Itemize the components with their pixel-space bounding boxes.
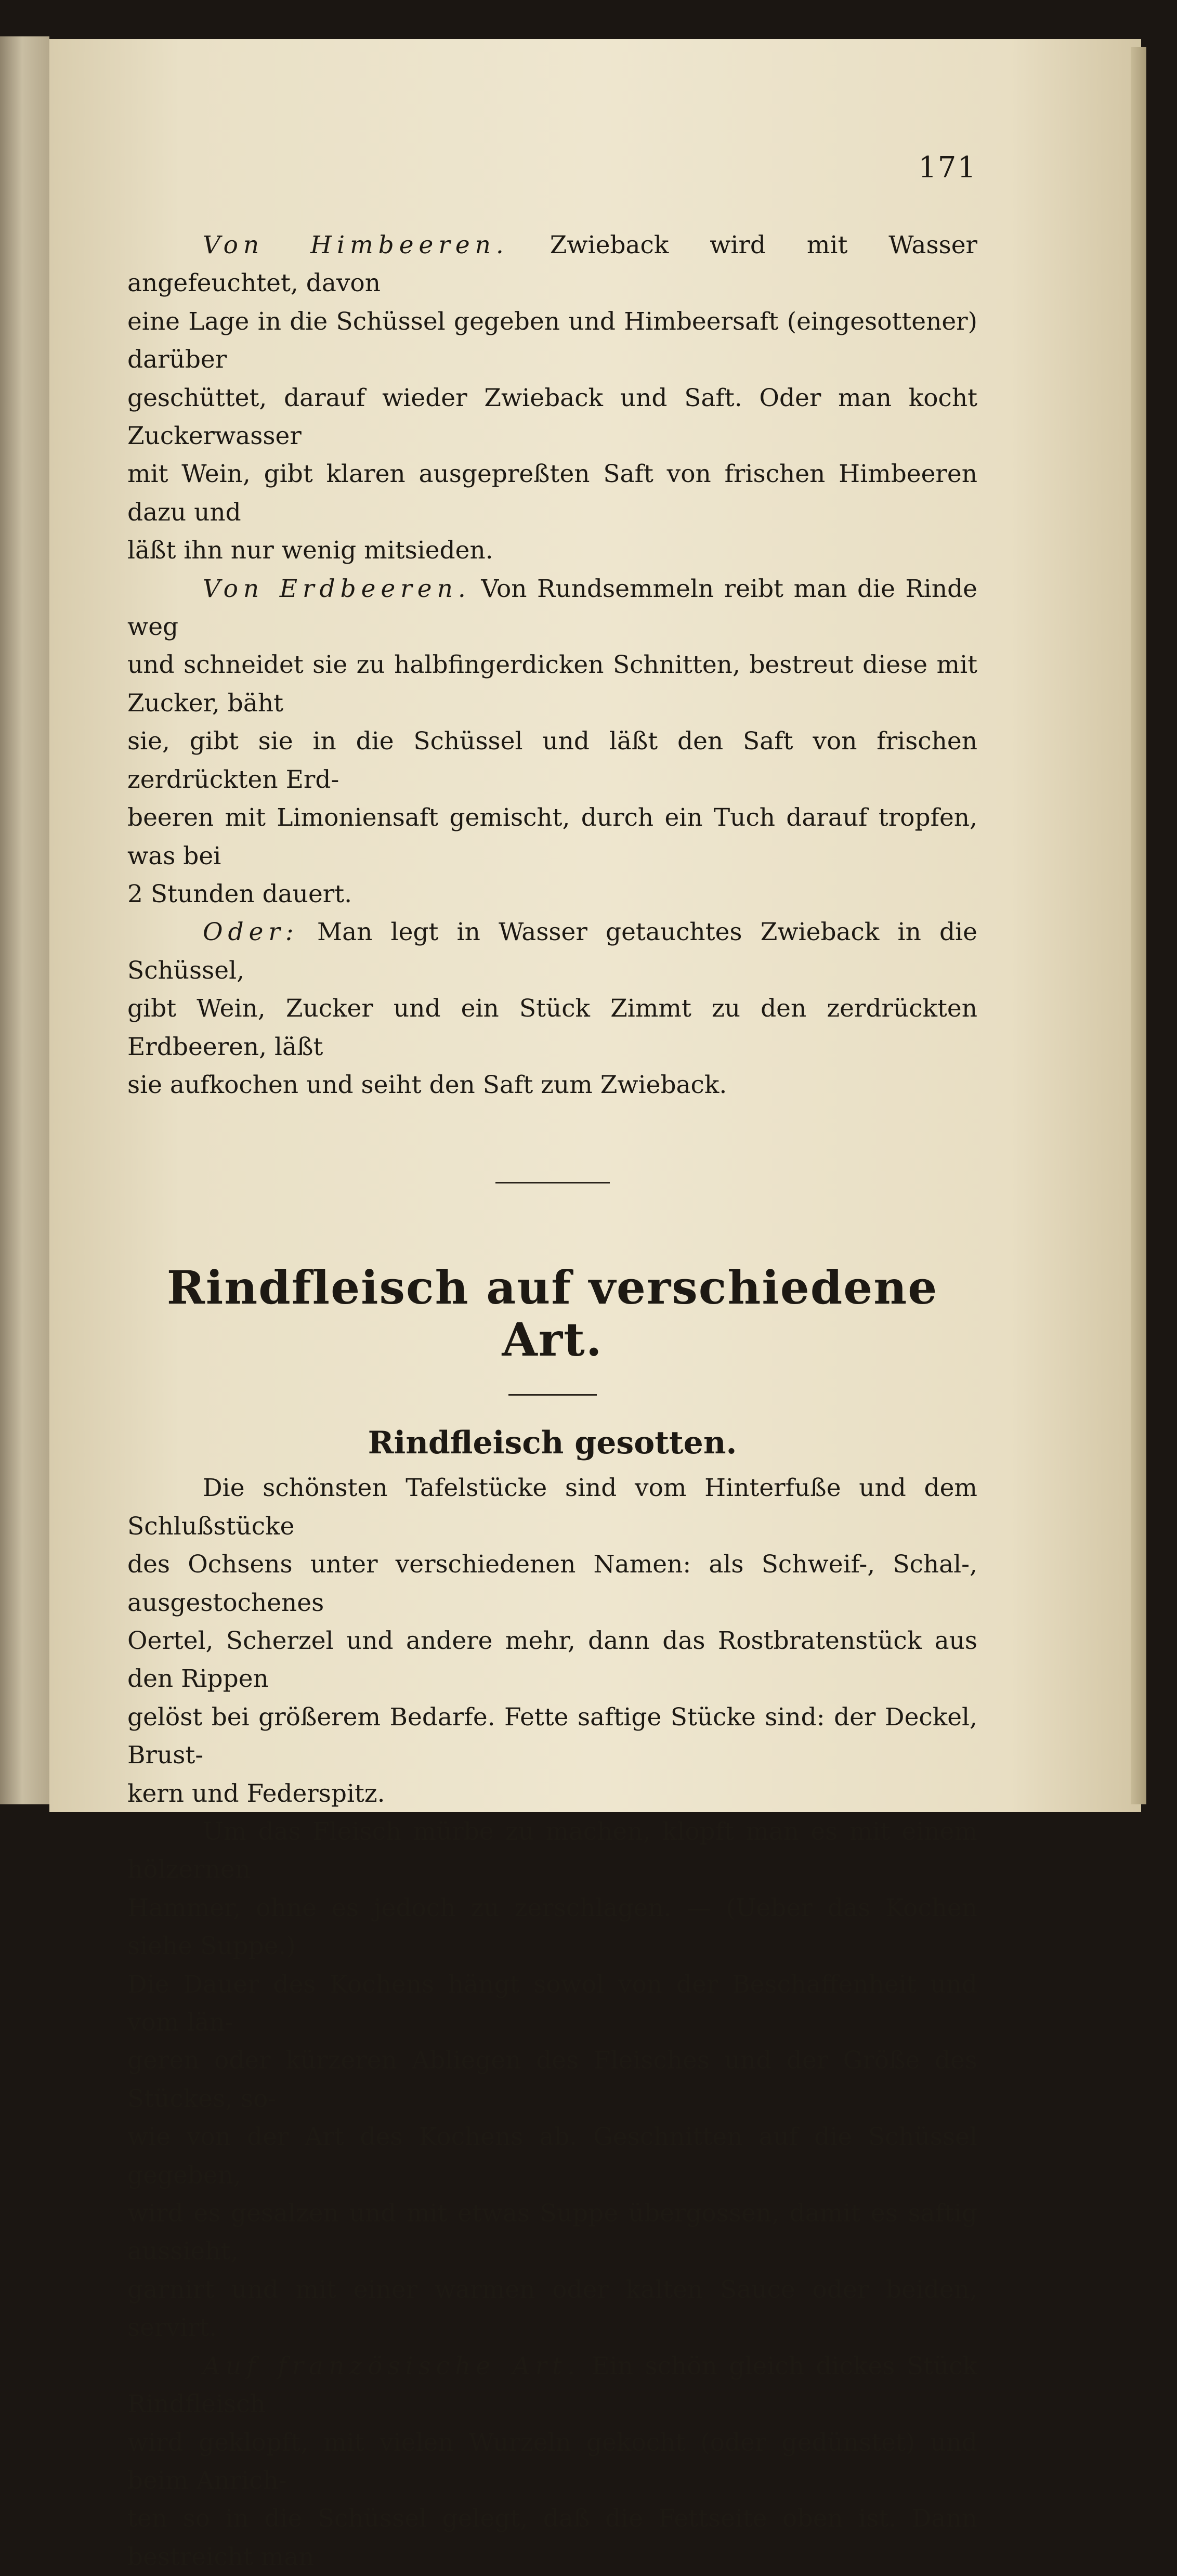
page-number: 171 [918,151,977,185]
paragraph-oder [127,913,977,1104]
paragraph-text: Von Rundsemmeln reibt man die Rinde weg und schneidet sie zu halbfingerdicken Schnitten, bestreut diese mit Zucker, bäht sie, gibt sie in die Schüssel und läßt den Saft von frischen zerdrückten Erd- beeren mit Limoniensaft gemischt, durch ein Tuch darauf tropfen, was bei 2 Stunden dauert. [127,574,977,908]
chapter-title: Rindfleisch auf verschiedene Art. [166,1260,938,1367]
paragraph-tafelstuecke: Die schönsten Tafelstücke sind vom Hinterfuße und dem Schlußstücke des Ochsens unter verschiedenen Namen: als Schweif-, Schal-, ausgestochenes Oertel, Scherzel und andere mehr, dann das Rostbratenstück aus den Rippen gelöst bei größerem Bedarfe. Fette saftige Stücke sind: der Deckel, Brust- kern und Federspitz. [127,1474,977,1808]
page-content [127,226,977,2576]
paragraph-text: Ein schön gleich dickes Stück Rindfleisch wird geklopft, mit vielen Wurzeln gekocht (oder gedünstet) und beim Anrich- ten so in die Schüssel gelegt, daß die Fettseite oben ist. Dann bestreicht man [127,2351,977,2571]
paragraph-muerbe: Um das Fleisch mürbe zu machen, klopft man es mit einem hölzernen Hammer, ohne es jedoch zu zerschlagen. — (Ueber das Kochen siehe Suppe.) Die Dauer des Kochens hängt sowol von der Beschaffenheit und vom län- geren oder kürzeren Abliegen des Fleisches und der Größe des Stückes, so- wie von der Art des Kochens ab. Geschnitten auf die Schüssel gegeben, wird es gesalzen und mit etwas Suppe übergossen, damit es saftig aussieht, garnirt und mit einer warmen oder kalten Sauce oder beiden, servirt. [127,1817,977,2343]
page-stack-edge [1131,47,1146,1804]
paragraph-lead: Oder: [203,918,299,947]
paragraph-lead: Auf französische Art. [203,2351,580,2380]
paragraph-himbeeren [127,226,977,570]
paragraph-text: Zwieback wird mit Wasser angefeuchtet, davon eine Lage in die Schüssel gegeben und Himbeersaft (eingesottener) darüber geschüttet, darauf wieder Zwieback und Saft. Oder man kocht Zuckerwasser mit Wein, gibt klaren ausgepreßten Saft von frischen Himbeeren dazu und läßt ihn nur wenig mitsieden. [127,231,977,565]
paragraph-lead: Von Himbeeren. [203,231,509,259]
subsection-title: Rindfleisch gesotten. [368,1425,737,1462]
paragraph-erdbeeren [127,570,977,914]
paragraph-franzoesisch [127,2347,977,2576]
facing-page-edge [0,36,49,1804]
paragraph-lead: Von Erdbeeren. [203,574,471,603]
paragraph-text: Man legt in Wasser getauchtes Zwieback in die Schüssel, gibt Wein, Zucker und ein Stück Zimmt zu den zerdrückten Erdbeeren, läßt sie aufkochen und seiht den Saft zum Zwieback. [127,918,977,1099]
